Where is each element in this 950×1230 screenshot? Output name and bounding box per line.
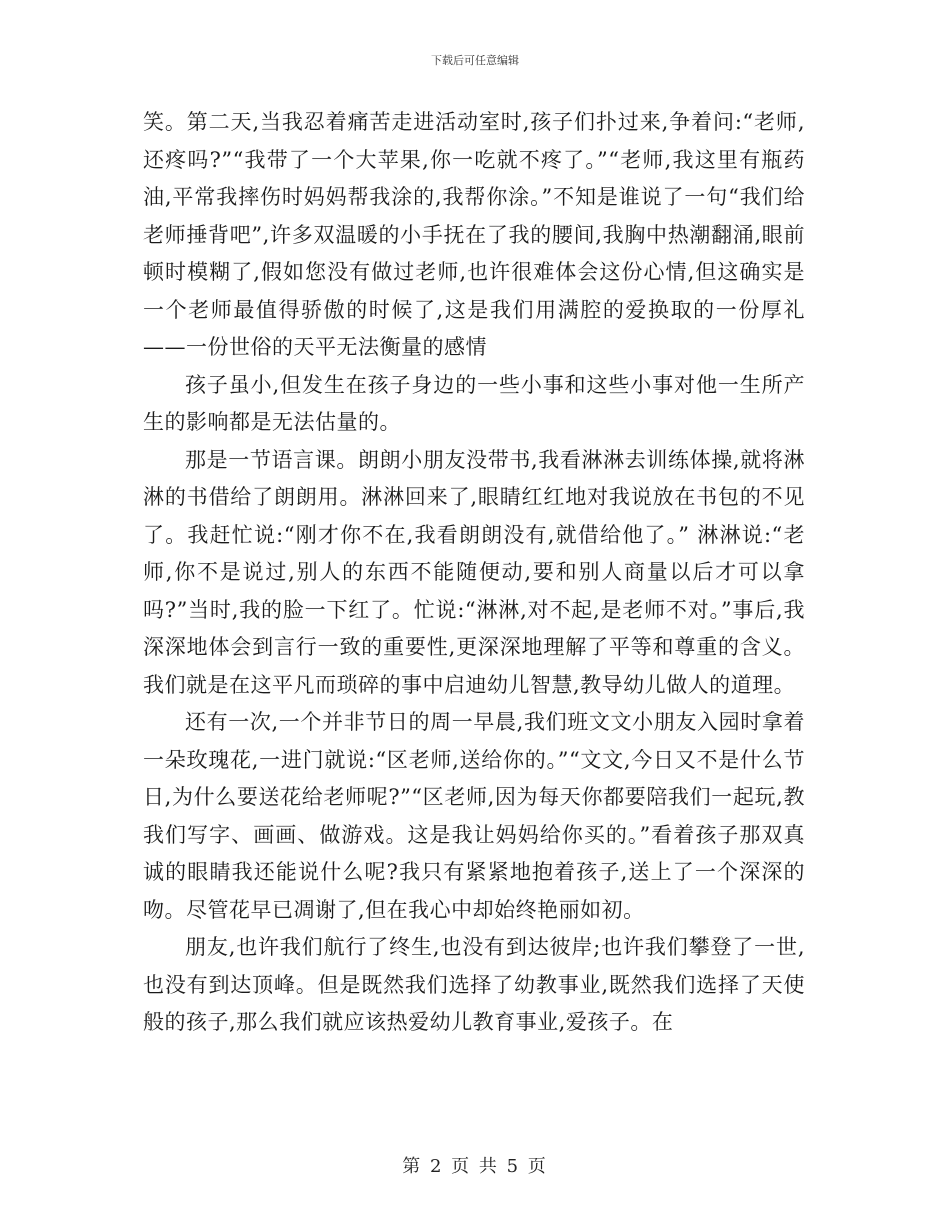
document-body (143, 104, 805, 1042)
page-number: 第 2 页 共 5 页 (402, 1156, 548, 1177)
paragraph: 孩子虽小,但发生在孩子身边的一些小事和这些小事对他一生所产生的影响都是无法估量的。 (143, 372, 805, 434)
paragraph: 那是一节语言课。朗朗小朋友没带书,我看淋淋去训练体操,就将淋淋的书借给了朗朗用。淋淋回来了,眼睛红红地对我说放在书包的不见了。我赶忙说:“刚才你不在,我看朗朗没有,就借给他了。” 淋淋说:“老师,你不是说过,别人的东西不能随便动,要和别人商量以后才可以拿吗?”当时,我的脸一下红了。忙说:“淋淋,对不起,是老师不对。”事后,我深深地体会到言行一致的重要性,更深深地理解了平等和尊重的含义。我们就是在这平凡而琐碎的事中启迪幼儿智慧,教导幼儿做人的道理。 (143, 447, 805, 697)
paragraph: 朋友,也许我们航行了终生,也没有到达彼岸;也许我们攀登了一世,也没有到达顶峰。但是既然我们选择了幼教事业,既然我们选择了天使般的孩子,那么我们就应该热爱幼儿教育事业,爱孩子。在 (143, 935, 805, 1034)
page-header: 下载后可任意编辑 (431, 54, 519, 67)
paragraph: 还有一次,一个并非节日的周一早晨,我们班文文小朋友入园时拿着一朵玫瑰花,一进门就说:“区老师,送给你的。”“文文,今日又不是什么节日,为什么要送花给老师呢?”“区老师,因为每天你都要陪我们一起玩,教我们写字、画画、做游戏。这是我让妈妈给你买的。”看着孩子那双真诚的眼睛我还能说什么呢?我只有紧紧地抱着孩子,送上了一个深深的吻。尽管花早已凋谢了,但在我心中却始终艳丽如初。 (143, 710, 805, 922)
paragraph-continued: 笑。第二天,当我忍着痛苦走进活动室时,孩子们扑过来,争着问:“老师,还疼吗?”“我带了一个大苹果,你一吃就不疼了。”“老师,我这里有瓶药油,平常我摔伤时妈妈帮我涂的,我帮你涂。”不知是谁说了一句“我们给老师捶背吧”,许多双温暖的小手抚在了我的腰间,我胸中热潮翻涌,眼前顿时模糊了,假如您没有做过老师,也许很难体会这份心情,但这确实是一个老师最值得骄傲的时候了,这是我们用满腔的爱换取的一份厚礼——一份世俗的天平无法衡量的感情 (143, 110, 805, 359)
